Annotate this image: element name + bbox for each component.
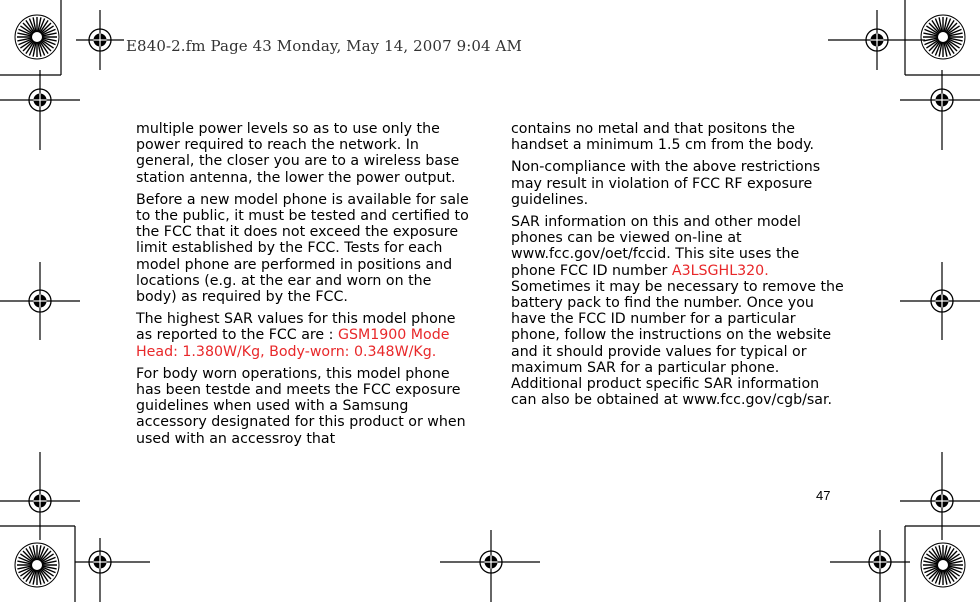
- paragraph: contains no metal and that positons the handset a minimum 1.5 cm from the body.: [511, 121, 815, 154]
- sunburst-mark-top-left: [15, 15, 59, 59]
- sunburst-mark-top-right: [921, 15, 965, 59]
- fcc-id-highlight: A3LSGHL320.: [671, 262, 769, 279]
- paragraph: multiple power levels so as to use only the power required to reach the network. In general, the closer you are to a wireless base station antenna, the lower the power output.: [136, 121, 460, 186]
- sar-info-text: SAR information on this and other model phones can be viewed on-line at www.fcc.gov/oet/fccid. This site uses the phone FCC ID number: [511, 214, 801, 279]
- paragraph: [136, 311, 472, 360]
- print-slug-header: E840-2.fm Page 43 Monday, May 14, 2007 9:04 AM: [126, 37, 522, 55]
- sunburst-mark-bottom-right: [921, 543, 965, 587]
- sar-info-text-cont: Sometimes it may be necessary to remove the battery pack to find the number. Once you have the FCC ID number for a particular phone, follow the instructions on the website and it should provide values for typical or maximum SAR for a particular phone. Additional product specific SAR information can also be obtained at www.fcc.gov/cgb/sar.: [511, 278, 844, 409]
- sunburst-mark-bottom-left: [15, 543, 59, 587]
- paragraph: Before a new model phone is available for sale to the public, it must be tested and certified to the FCC that it does not exceed the exposure limit established by the FCC. Tests for each model phone are performed in positions and locations (e.g. at the ear and worn on the body) as required by the FCC.: [136, 191, 469, 306]
- sar-values-highlight: GSM1900 Mode Head: 1.380W/Kg, Body-worn: 0.348W/Kg.: [136, 327, 450, 360]
- left-text-column: [136, 121, 472, 453]
- right-text-column: [511, 121, 845, 414]
- paragraph: [511, 214, 845, 408]
- page-number: 47: [816, 488, 831, 503]
- paragraph: Non-compliance with the above restrictions may result in violation of FCC RF exposure guidelines.: [511, 159, 821, 208]
- paragraph: For body worn operations, this model phone has been testde and meets the FCC exposure guidelines when used with a Samsung accessory designated for this product or when used with an accessroy that: [136, 365, 466, 447]
- sar-intro-text: The highest SAR values for this model phone as reported to the FCC are :: [136, 311, 456, 344]
